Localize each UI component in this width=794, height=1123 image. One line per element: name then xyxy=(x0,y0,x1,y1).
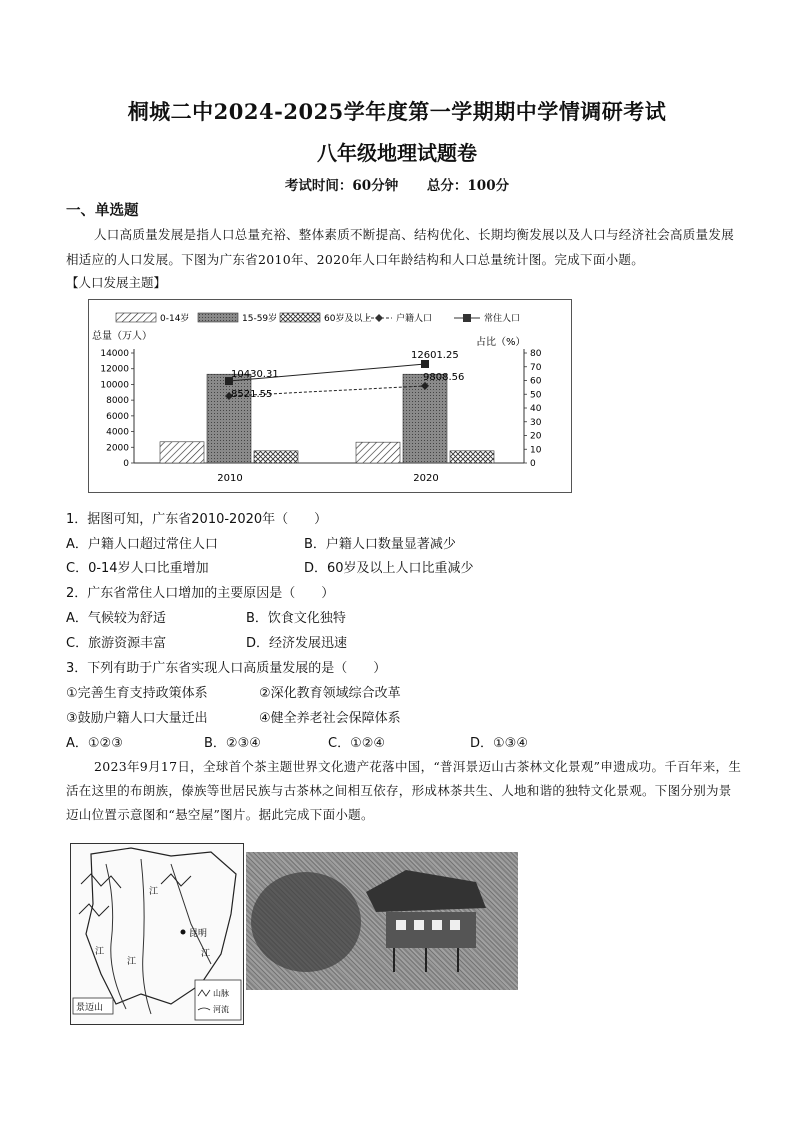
section-title: 一、单选题 xyxy=(66,202,139,219)
mountain-range xyxy=(79,904,109,916)
x-tick-label: 2010 xyxy=(217,473,243,484)
bar-1 xyxy=(207,374,251,463)
y-tick-label-left: 12000 xyxy=(100,364,129,375)
question-1-option-b[interactable]: B．户籍人口数量显著减少 xyxy=(304,537,456,552)
y-axis-right-label: 占比（%） xyxy=(476,337,526,348)
legend-label: 15-59岁 xyxy=(242,314,278,324)
data-label: 10430.31 xyxy=(231,369,279,381)
stilt-house-photo xyxy=(246,852,518,990)
y-tick-label-right: 70 xyxy=(530,362,542,373)
question-2-option-a[interactable]: A．气候较为舒适 xyxy=(66,611,166,626)
mountain-range xyxy=(161,874,191,886)
y-tick-label-right: 60 xyxy=(530,376,542,387)
legend-label: 户籍人口 xyxy=(396,314,433,324)
y-tick-label-left: 2000 xyxy=(106,443,129,454)
question-1-option-c[interactable]: C．0-14岁人口比重增加 xyxy=(66,561,209,576)
passage-1-tag: 【人口发展主题】 xyxy=(66,275,167,290)
y-tick-label-left: 4000 xyxy=(106,427,129,438)
legend-label: 60岁及以上 xyxy=(324,314,372,324)
bar-2 xyxy=(254,451,298,463)
exam-title: 桐城二中2024-2025学年度第一学期期中学情调研考试 xyxy=(127,99,667,124)
y-tick-label-right: 80 xyxy=(530,349,542,359)
chart-frame xyxy=(89,300,572,493)
question-3-statement-3: ③鼓励户籍人口大量迁出 xyxy=(66,711,208,726)
question-3-statement-1: ①完善生育支持政策体系 xyxy=(66,686,208,701)
y-tick-label-left: 6000 xyxy=(106,411,129,422)
map-label: 江 xyxy=(127,957,137,967)
question-3-option-b[interactable]: B．②③④ xyxy=(204,736,261,751)
exam-info xyxy=(0,174,794,194)
y-tick-label-right: 20 xyxy=(530,431,542,442)
passage-1: 人口高质量发展是指人口总量充裕、整体素质不断提高、结构优化、长期均衡发展以及人口与经济社会高质量发展相适应的人口发展。下图为广东省2010年、2020年人口年龄结构和人口总量统计图。完成下面小题。 xyxy=(66,227,735,267)
bar-0 xyxy=(160,442,204,463)
y-tick-label-left: 0 xyxy=(123,459,129,469)
map-label: 江 xyxy=(95,947,105,957)
question-3-statement-4: ④健全养老社会保障体系 xyxy=(259,711,401,726)
passage-2: 2023年9月17日，全球首个茶主题世界文化遗产花落中国，“普洱景迈山古茶林文化景观”申遗成功。千百年来，生活在这里的布朗族，傣族等世居民族与古茶林之间相互依存，形成林茶共生、人地和谐的独特文化景观。下图分别为景迈山位置示意图和“悬空屋”图片。据此完成下面小题。 xyxy=(66,759,742,822)
map-legend-river: 河流 xyxy=(213,1005,229,1014)
question-2-option-c[interactable]: C．旅游资源丰富 xyxy=(66,636,167,651)
question-3-option-d[interactable]: D．①③④ xyxy=(470,736,528,751)
question-2-option-b[interactable]: B．饮食文化独特 xyxy=(246,611,346,626)
exam-subtitle: 八年级地理试题卷 xyxy=(317,141,477,165)
map-legend xyxy=(195,980,241,1020)
question-3-stem: 3．下列有助于广东省实现人口高质量发展的是（ ） xyxy=(66,661,387,676)
y-tick-label-right: 50 xyxy=(530,390,542,401)
point-changzhu xyxy=(421,360,429,368)
river-line xyxy=(106,864,126,1009)
question-3-option-c[interactable]: C．①②④ xyxy=(328,736,386,751)
legend-swatch xyxy=(280,313,320,322)
kunming-marker xyxy=(181,930,186,935)
data-label: 12601.25 xyxy=(411,349,459,361)
total-score: 总分：100分 xyxy=(426,178,510,194)
photo-svg xyxy=(246,852,518,990)
map-label-jingmai: 景迈山 xyxy=(76,1003,104,1013)
question-2-stem: 2．广东省常住人口增加的主要原因是（ ） xyxy=(66,586,335,601)
y-tick-label-right: 0 xyxy=(530,459,536,469)
y-tick-label-left: 10000 xyxy=(100,380,129,391)
exam-time: 考试时间：60分钟 xyxy=(284,178,399,194)
legend-swatch xyxy=(116,313,156,322)
y-axis-left-label: 总量（万人） xyxy=(92,331,152,342)
y-tick-label-right: 40 xyxy=(530,404,542,414)
bar-2 xyxy=(450,451,494,463)
data-label: 8521.55 xyxy=(231,389,273,401)
question-2-option-d[interactable]: D．经济发展迅速 xyxy=(246,636,348,651)
question-3-statement-2: ②深化教育领域综合改革 xyxy=(259,686,401,701)
mountain-range xyxy=(81,874,121,888)
map-label: 江 xyxy=(201,949,211,959)
population-chart xyxy=(88,299,572,493)
y-tick-label-right: 30 xyxy=(530,417,542,428)
y-tick-label-left: 14000 xyxy=(100,349,129,359)
y-tick-label-right: 10 xyxy=(530,445,542,456)
data-label: 9808.56 xyxy=(423,371,465,383)
jingmai-location-map xyxy=(70,843,244,1025)
tree-canopy xyxy=(251,872,361,972)
map-label: 江 xyxy=(149,887,159,897)
question-1-option-a[interactable]: A．户籍人口超过常住人口 xyxy=(66,537,218,552)
map-legend-mountain: 山脉 xyxy=(213,989,229,998)
legend-swatch xyxy=(198,313,238,322)
question-3-option-a[interactable]: A．①②③ xyxy=(66,736,123,751)
question-1-option-d[interactable]: D．60岁及以上人口比重减少 xyxy=(304,561,474,576)
legend-marker xyxy=(463,314,471,322)
legend-label: 0-14岁 xyxy=(160,314,190,324)
bar-0 xyxy=(356,442,400,463)
chart-svg xyxy=(88,299,572,493)
river-line xyxy=(141,859,151,1014)
y-tick-label-left: 8000 xyxy=(106,396,129,407)
legend-label: 常住人口 xyxy=(484,314,521,324)
map-label: 昆明 xyxy=(189,929,208,939)
x-tick-label: 2020 xyxy=(413,473,439,484)
map-svg xyxy=(71,844,243,1024)
question-1-stem: 1．据图可知，广东省2010-2020年（ ） xyxy=(66,512,328,527)
